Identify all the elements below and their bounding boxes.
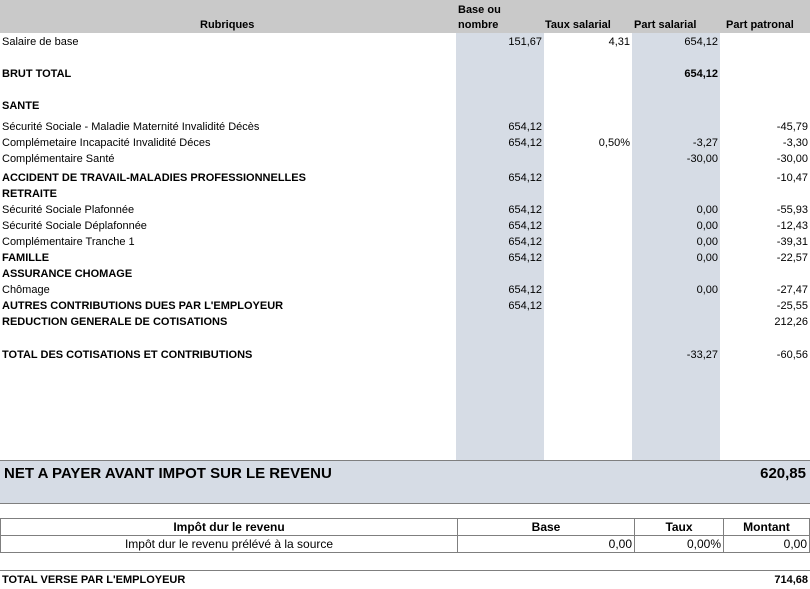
row-base: 654,12 <box>508 284 542 296</box>
row-label: REDUCTION GENERALE DE COTISATIONS <box>2 316 228 328</box>
table-row <box>0 266 810 282</box>
row-part-salarial: -3,27 <box>692 137 718 149</box>
impot-row <box>1 536 810 553</box>
row-part-salarial: -30,00 <box>686 153 718 165</box>
table-row <box>0 135 810 151</box>
row-part-salarial: 0,00 <box>696 236 718 248</box>
total-value: 714,68 <box>774 574 808 586</box>
row-part-patronal: -27,47 <box>776 284 808 296</box>
row-label: TOTAL DES COTISATIONS ET CONTRIBUTIONS <box>2 349 253 361</box>
row-label: Sécurité Sociale - Maladie Maternité Invalidité Décès <box>2 121 260 133</box>
row-label: FAMILLE <box>2 252 50 264</box>
row-base: 654,12 <box>508 204 542 216</box>
row-label: Complémetaire Incapacité Invalidité Déces <box>2 137 211 149</box>
row-part-salarial: -33,27 <box>686 349 718 361</box>
row-part-salarial: 654,12 <box>684 68 718 80</box>
row-label: AUTRES CONTRIBUTIONS DUES PAR L'EMPLOYEUR <box>2 300 284 312</box>
impot-row-montant: 0,00 <box>724 536 810 553</box>
row-part-patronal: -45,79 <box>776 121 808 133</box>
header-base-line2: nombre <box>458 19 499 31</box>
table-row <box>0 314 810 330</box>
row-part-patronal: -22,57 <box>776 252 808 264</box>
row-part-patronal: -55,93 <box>776 204 808 216</box>
impot-row-taux: 0,00% <box>635 536 724 553</box>
table-row <box>0 186 810 202</box>
row-part-salarial: 654,12 <box>684 36 718 48</box>
table-row <box>0 34 810 50</box>
row-part-patronal: -10,47 <box>776 172 808 184</box>
table-row <box>0 282 810 298</box>
impot-header-label: Impôt dur le revenu <box>1 519 458 536</box>
row-part-patronal: -3,30 <box>782 137 808 149</box>
header-rubriques: Rubriques <box>200 19 255 31</box>
table-row <box>0 170 810 186</box>
impot-table <box>0 518 810 553</box>
impot-row-label: Impôt dur le revenu prélévé à la source <box>1 536 458 553</box>
total-verse-employeur <box>0 570 810 589</box>
row-base: 654,12 <box>508 137 542 149</box>
net-a-payer <box>0 460 810 504</box>
row-label: RETRAITE <box>2 188 57 200</box>
row-base: 654,12 <box>508 252 542 264</box>
row-part-salarial: 0,00 <box>696 252 718 264</box>
row-part-salarial: 0,00 <box>696 204 718 216</box>
impot-header-montant: Montant <box>724 519 810 536</box>
table-row <box>0 66 810 82</box>
table-row <box>0 250 810 266</box>
total-label: TOTAL VERSE PAR L'EMPLOYEUR <box>2 574 186 586</box>
row-part-salarial: 0,00 <box>696 284 718 296</box>
table-row <box>0 202 810 218</box>
row-base: 654,12 <box>508 236 542 248</box>
row-part-patronal: -25,55 <box>776 300 808 312</box>
row-taux: 0,50% <box>598 137 630 149</box>
row-label: SANTE <box>2 100 40 112</box>
row-part-patronal: -39,31 <box>776 236 808 248</box>
row-base: 654,12 <box>508 220 542 232</box>
row-part-patronal: -12,43 <box>776 220 808 232</box>
row-base: 654,12 <box>508 172 542 184</box>
row-part-salarial: 0,00 <box>696 220 718 232</box>
header-base-line1: Base ou <box>458 4 501 16</box>
row-label: BRUT TOTAL <box>2 68 72 80</box>
row-base: 654,12 <box>508 121 542 133</box>
row-label: ACCIDENT DE TRAVAIL-MALADIES PROFESSIONNELLES <box>2 172 306 184</box>
net-value: 620,85 <box>760 465 806 482</box>
impot-header-row <box>1 519 810 536</box>
impot-header-base: Base <box>458 519 635 536</box>
table-header <box>0 0 810 33</box>
row-label: Sécurité Sociale Déplafonnée <box>2 220 147 232</box>
header-taux-salarial: Taux salarial <box>545 19 611 31</box>
table-row <box>0 151 810 167</box>
row-part-patronal: -60,56 <box>776 349 808 361</box>
row-taux: 4,31 <box>608 36 630 48</box>
table-row <box>0 218 810 234</box>
table-row <box>0 298 810 314</box>
table-row <box>0 234 810 250</box>
row-part-patronal: 212,26 <box>774 316 808 328</box>
row-label: Complémentaire Tranche 1 <box>2 236 135 248</box>
row-label: Sécurité Sociale Plafonnée <box>2 204 135 216</box>
row-label: ASSURANCE CHOMAGE <box>2 268 133 280</box>
header-part-salarial: Part salarial <box>634 19 697 31</box>
row-label: Salaire de base <box>2 36 79 48</box>
row-label: Chômage <box>2 284 50 296</box>
table-row <box>0 98 810 114</box>
row-base: 654,12 <box>508 300 542 312</box>
impot-header-taux: Taux <box>635 519 724 536</box>
net-label: NET A PAYER AVANT IMPOT SUR LE REVENU <box>4 465 332 482</box>
row-part-patronal: -30,00 <box>776 153 808 165</box>
row-label: Complémentaire Santé <box>2 153 115 165</box>
row-base: 151,67 <box>508 36 542 48</box>
table-row <box>0 347 810 363</box>
table-row <box>0 119 810 135</box>
header-part-patronal: Part patronal <box>726 19 794 31</box>
impot-row-base: 0,00 <box>458 536 635 553</box>
